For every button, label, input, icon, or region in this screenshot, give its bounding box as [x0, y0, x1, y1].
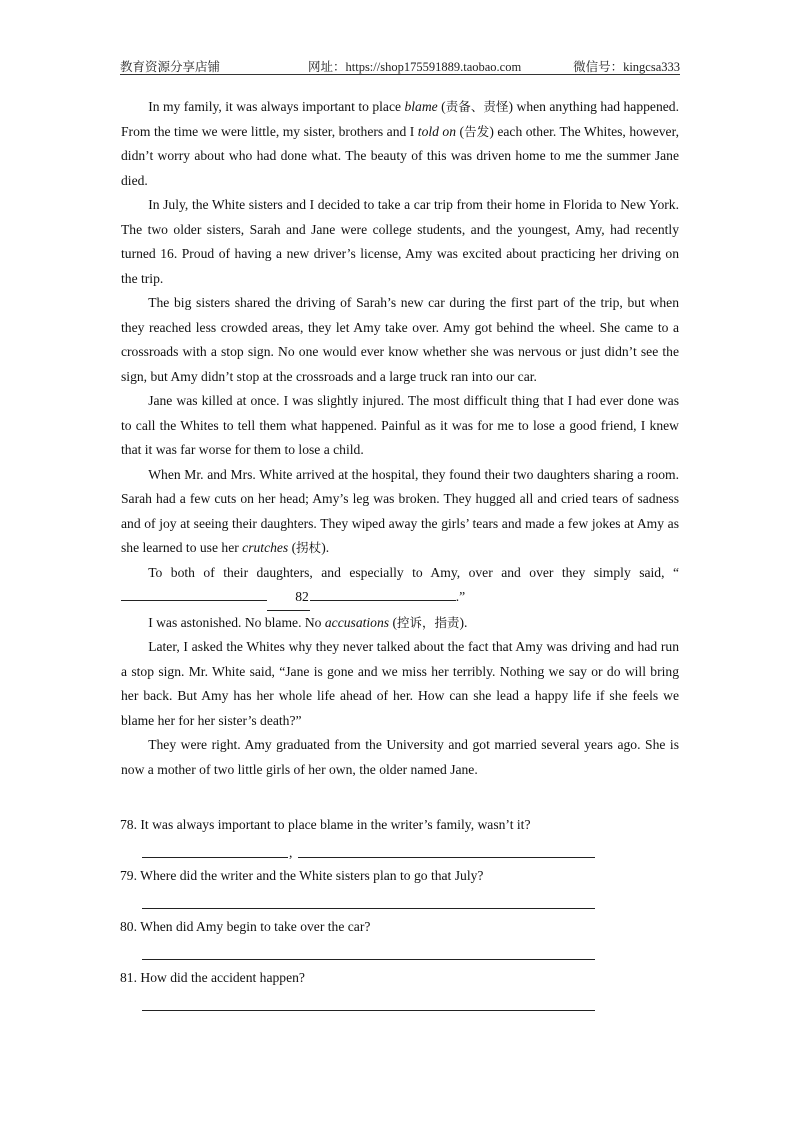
- page-header: [120, 57, 680, 75]
- header-wechat: 微信号：kingcsa333: [573, 60, 680, 74]
- passage-paragraph-1: In my family, it was always important to place blame (责备、责怪) when anything had happened. From the time we were little, my sister, brothers and I told on (告发) each other. The Whites, however, didn’t worry about who had done what. The beauty of this was driven home to me the summer Jane died.: [121, 99, 679, 188]
- passage-paragraph-4: Jane was killed at once. I was slightly injured. The most difficult thing that I had ever done was to call the Whites to tell them what happened. Painful as it was for me to lose a good friend, I knew that it was far worse for them to lose a child.: [121, 393, 679, 457]
- answer-79-line[interactable]: [142, 908, 595, 909]
- vocab-crutches: crutches: [242, 540, 289, 555]
- passage-paragraph-6: To both of their daughters, and especially to Amy, over and over they simply said, “82 .”: [121, 561, 679, 611]
- answer-81-line[interactable]: [142, 1010, 595, 1011]
- vocab-accusations: accusations: [324, 614, 390, 630]
- gloss-told-on: 告发: [464, 123, 490, 139]
- passage-paragraph-7: I was astonished. No blame. No accusations (控诉，指责).: [148, 614, 468, 630]
- question-list: [120, 817, 680, 1021]
- passage-paragraph-8: Later, I asked the Whites why they never talked about the fact that Amy was driving and had run a stop sign. Mr. White said, “Jane is gone and we miss her terribly. Nothing we say or do will bring her back. But Amy has her whole life ahead of her. How can she lead a happy life if she feels we blame her for her sister’s death?”: [121, 639, 679, 728]
- answer-78-line-2[interactable]: [298, 857, 595, 858]
- gloss-crutches: 拐杖: [296, 540, 322, 555]
- question-81-text: 81. How did the accident happen?: [120, 970, 305, 985]
- blank-82-number: 82: [267, 585, 310, 611]
- reading-passage: [121, 95, 679, 782]
- header-shop-name: 教育资源分享店铺: [120, 59, 221, 74]
- answer-80-line[interactable]: [142, 959, 595, 960]
- gloss-accusations: 控诉，指责: [397, 614, 460, 630]
- header-url: 网址：https://shop175591889.taobao.com: [308, 60, 522, 74]
- question-81: [120, 970, 680, 1021]
- blank-82-left[interactable]: [121, 586, 267, 601]
- passage-paragraph-2: In July, the White sisters and I decided to take a car trip from their home in Florida to New York. The two older sisters, Sarah and Jane were college students, and the youngest, Amy, had recently turned 16. Proud of having a new driver’s license, Amy was excited about practicing her driving on the trip.: [121, 197, 679, 286]
- question-78: [120, 817, 680, 868]
- blank-82-right[interactable]: [310, 586, 456, 601]
- question-78-text: 78. It was always important to place blame in the writer’s family, wasn’t it?: [120, 817, 531, 832]
- question-80-text: 80. When did Amy begin to take over the car?: [120, 919, 371, 934]
- question-79: [120, 868, 680, 919]
- passage-paragraph-5: When Mr. and Mrs. White arrived at the hospital, they found their two daughters sharing a room. Sarah had a few cuts on her head; Amy’s leg was broken. They hugged all and cried tears of sadness and of joy at seeing their daughters. They wiped away the girls’ tears and made a few jokes at Amy as she learned to use her crutches (拐杖).: [121, 466, 679, 555]
- question-79-text: 79. Where did the writer and the White sisters plan to go that July?: [120, 868, 484, 883]
- answer-78-comma: ,: [289, 845, 293, 860]
- vocab-told-on: told on: [417, 123, 457, 139]
- passage-paragraph-3: The big sisters shared the driving of Sarah’s new car during the first part of the trip, but when they reached less crowded areas, they let Amy take over. Amy got behind the wheel. She came to a crossroads with a stop sign. No one would ever know whether she was nervous or just didn’t see the sign, but Amy didn’t stop at the crossroads and a large truck ran into our car.: [121, 295, 679, 384]
- answer-78-line-1[interactable]: [142, 857, 288, 858]
- vocab-blame: blame: [404, 99, 438, 114]
- question-80: [120, 919, 680, 970]
- gloss-blame: 责备、责怪: [445, 99, 509, 114]
- passage-paragraph-9: They were right. Amy graduated from the University and got married several years ago. She is now a mother of two little girls of her own, the older named Jane.: [121, 737, 679, 777]
- header-divider: [120, 74, 680, 75]
